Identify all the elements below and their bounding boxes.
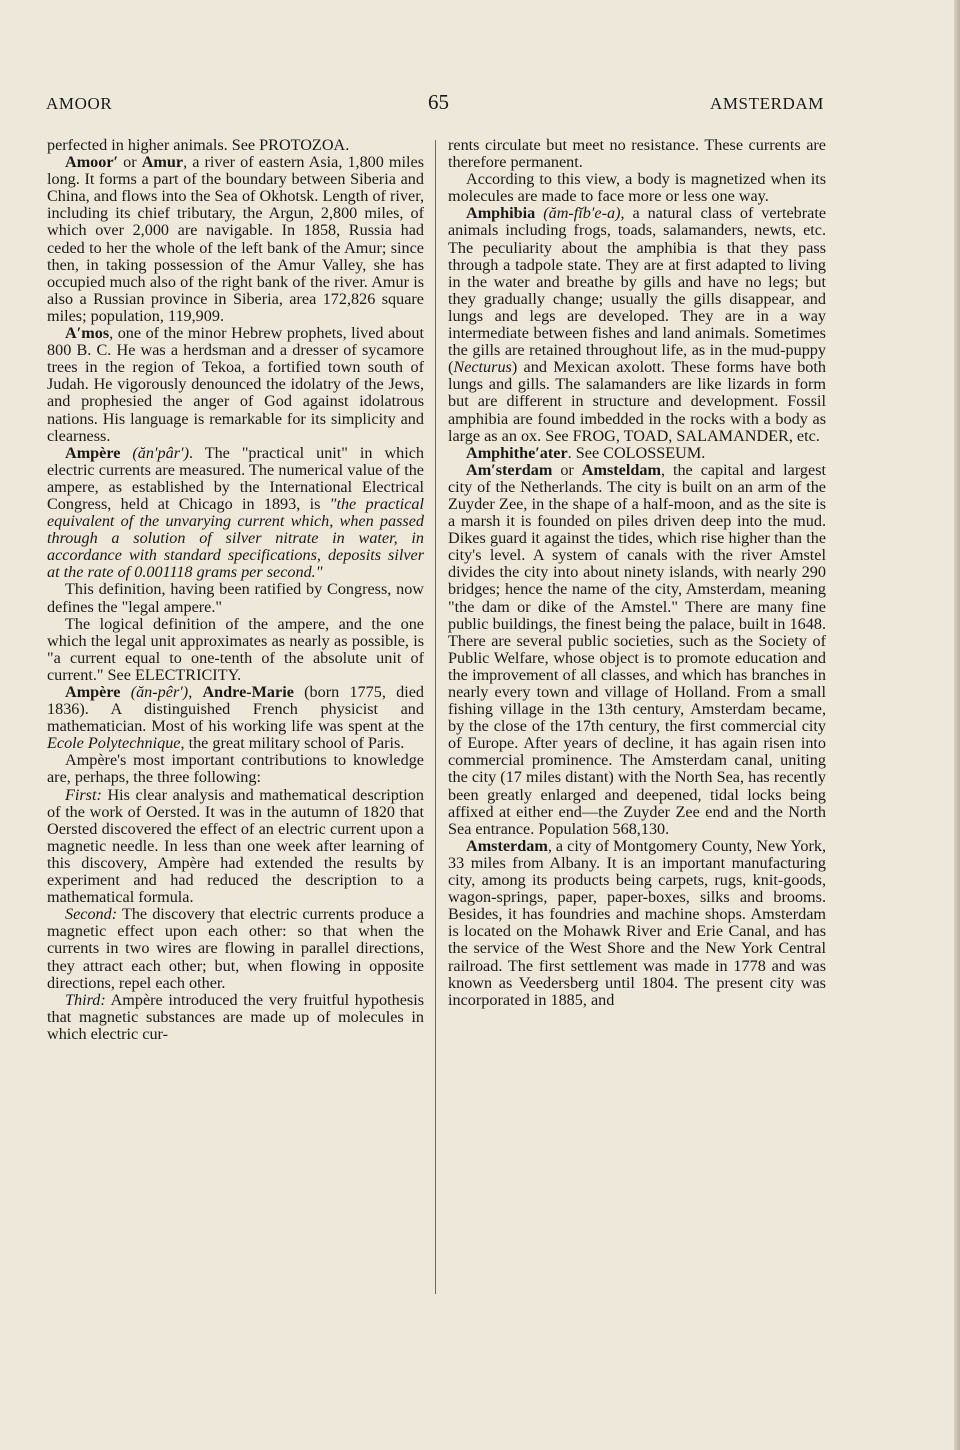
- right-column: [448, 137, 826, 1009]
- entry-amos: A′mos, one of the minor Hebrew prophets, lived about 800 B. C. He was a herdsman and a dresser of sycamore trees in the region of Tekoa, a fortified town south of Judah. He vigorously denounced the idolatry of the Jews, and prophesied the anger of God against idolatrous nations. His language is remarkable for its simplicity and clearness.: [47, 324, 424, 445]
- entry-ampere-magnetized: According to this view, a body is magnetized when its molecules are made to face more or less one way.: [448, 170, 826, 206]
- entry-ampere-continued: rents circulate but meet no resistance. These currents are therefore permanent.: [448, 136, 826, 172]
- header-right-guideword: AMSTERDAM: [709, 94, 824, 113]
- page-edge: [954, 0, 960, 1450]
- running-header: [46, 90, 824, 120]
- entry-amphibia: Amphibia (ăm-fĭb′e-a), a natural class of vertebrate animals including frogs, toads, salamanders, newts, etc. The peculiarity about the amphibia is that they pass through a tadpole state. They are at first adapted to living in the water and breathe by gills and have no legs; but they gradually change; usually the gills disappear, and lungs and legs are developed. They are in a way intermediate between fishes and land animals. Sometimes the gills are retained throughout life, as in the mud-puppy (Necturus) and Mexican axolott. These forms have both lungs and gills. The salamanders are like lizards in form but are different in structure and development. Fossil amphibia are found imbedded in the rocks with a body as large as an ox. See FROG, TOAD, SALAMANDER, etc.: [448, 204, 826, 445]
- left-column: [47, 137, 424, 1043]
- entry-ampere-logical: The logical definition of the ampere, and the one which the legal unit approximates as nearly as possible, is "a current equal to one-tenth of the absolute unit of current." See ELECTRICITY.: [47, 614, 424, 684]
- entry-ampere-contributions: Ampère's most important contributions to knowledge are, perhaps, the three following:: [47, 751, 424, 787]
- entry-amsterdam-new-york: Amsterdam, a city of Montgomery County, New York, 33 miles from Albany. It is an important manufacturing city, among its products being carpets, rugs, knit-goods, wagon-springs, paper, paper-boxes, silks and brooms. Besides, it has foundries and machine shops. Amsterdam is located on the Mohawk River and Erie Canal, and has the service of the West Shore and the New York Central railroad. The first settlement was made in 1778 and was known as Veedersberg until 1804. The present city was incorporated in 1885, and: [448, 836, 826, 1009]
- entry-ampere-third: Third: Ampère introduced the very fruitful hypothesis that magnetic substances are made up of molecules in which electric cur-: [47, 990, 424, 1043]
- entry-ampere-unit: Ampère (ăn′pâr′). The "practical unit" in which electric currents are measured. The numerical value of the ampere, as established by the International Electrical Congress, held at Chicago in 1893, is "the practical equivalent of the unvarying current which, when passed through a solution of silver nitrate in water, in accordance with standard specifications, deposits silver at the rate of 0.001118 grams per second.": [47, 443, 424, 582]
- entry-ampere-legal: This definition, having been ratified by Congress, now defines the "legal ampere.": [47, 580, 424, 616]
- page-number: 65: [428, 90, 449, 114]
- entry-amphitheater: Amphithe′ater. See COLOSSEUM.: [466, 443, 706, 462]
- entry-ampere-person: Ampère (ăn-pêr′), Andre-Marie (born 1775, died 1836). A distinguished French physicist and mathematician. Most of his working life was spent at the Ecole Polytechnique, the great military school of Paris.: [47, 683, 424, 753]
- header-left-guideword: AMOOR: [46, 94, 113, 113]
- entry-ampere-second: Second: The discovery that electric currents produce a magnetic effect upon each other: so that when the currents in two wires are flowing in parallel directions, they attract each other; but, when flowing in opposite directions, repel each other.: [47, 905, 424, 992]
- entry-amoor: Amoor′ or Amur, a river of eastern Asia, 1,800 miles long. It forms a part of the boundary between Siberia and China, and flows into the Sea of Okhotsk. Length of river, including its chief tributary, the Argun, 2,800 miles, of which over 2,000 are navigable. In 1858, Russia had ceded to her the whole of the left bank of the Amur; since then, in taking possession of the Amur Valley, she has occupied much also of the right bank of the river. Amur is also a Russian province in Siberia, area 172,826 square miles; population, 119,909.: [47, 153, 424, 325]
- entry-ampere-first: First: His clear analysis and mathematical description of the work of Oersted. It was in the autumn of 1820 that Oersted discovered the effect of an electric current upon a magnetic needle. In less than one week after learning of this discovery, Ampère had extended the results by experiment and had reduced the description to a mathematical formula.: [47, 785, 424, 907]
- entry-amsterdam-netherlands: Am′sterdam or Amsteldam, the capital and largest city of the Netherlands. The city is built on an arm of the Zuyder Zee, in the shape of a half-moon, and as the site is a marsh it is founded on piles driven deep into the mud. Dikes guard it against the tides, which rise higher than the city's level. A system of canals with the river Amstel divides the city into about ninety islands, with nearly 290 bridges; hence the name of the city, Amsterdam, meaning "the dam or dike of the Amstel." There are many fine public buildings, the finest being the palace, built in 1648. There are several public societies, such as the Society of Public Welfare, whose object is to promote education and the improvement of all classes, and which has branches in nearly every town and village of Holland. From a small fishing village in the 13th century, Amsterdam became, by the close of the 17th century, the first commercial city of Europe. After years of decline, it has again risen into commercial prominence. The Amsterdam canal, uniting the city (17 miles distant) with the North Sea, has recently been greatly enlarged and deepened, tidal locks being affixed at either end—the Zuyder Zee end and the North Sea entrance. Population 568,130.: [448, 460, 826, 838]
- entry-protozoa-tail: perfected in higher animals. See PROTOZOA.: [47, 136, 350, 154]
- column-divider: [435, 140, 436, 1294]
